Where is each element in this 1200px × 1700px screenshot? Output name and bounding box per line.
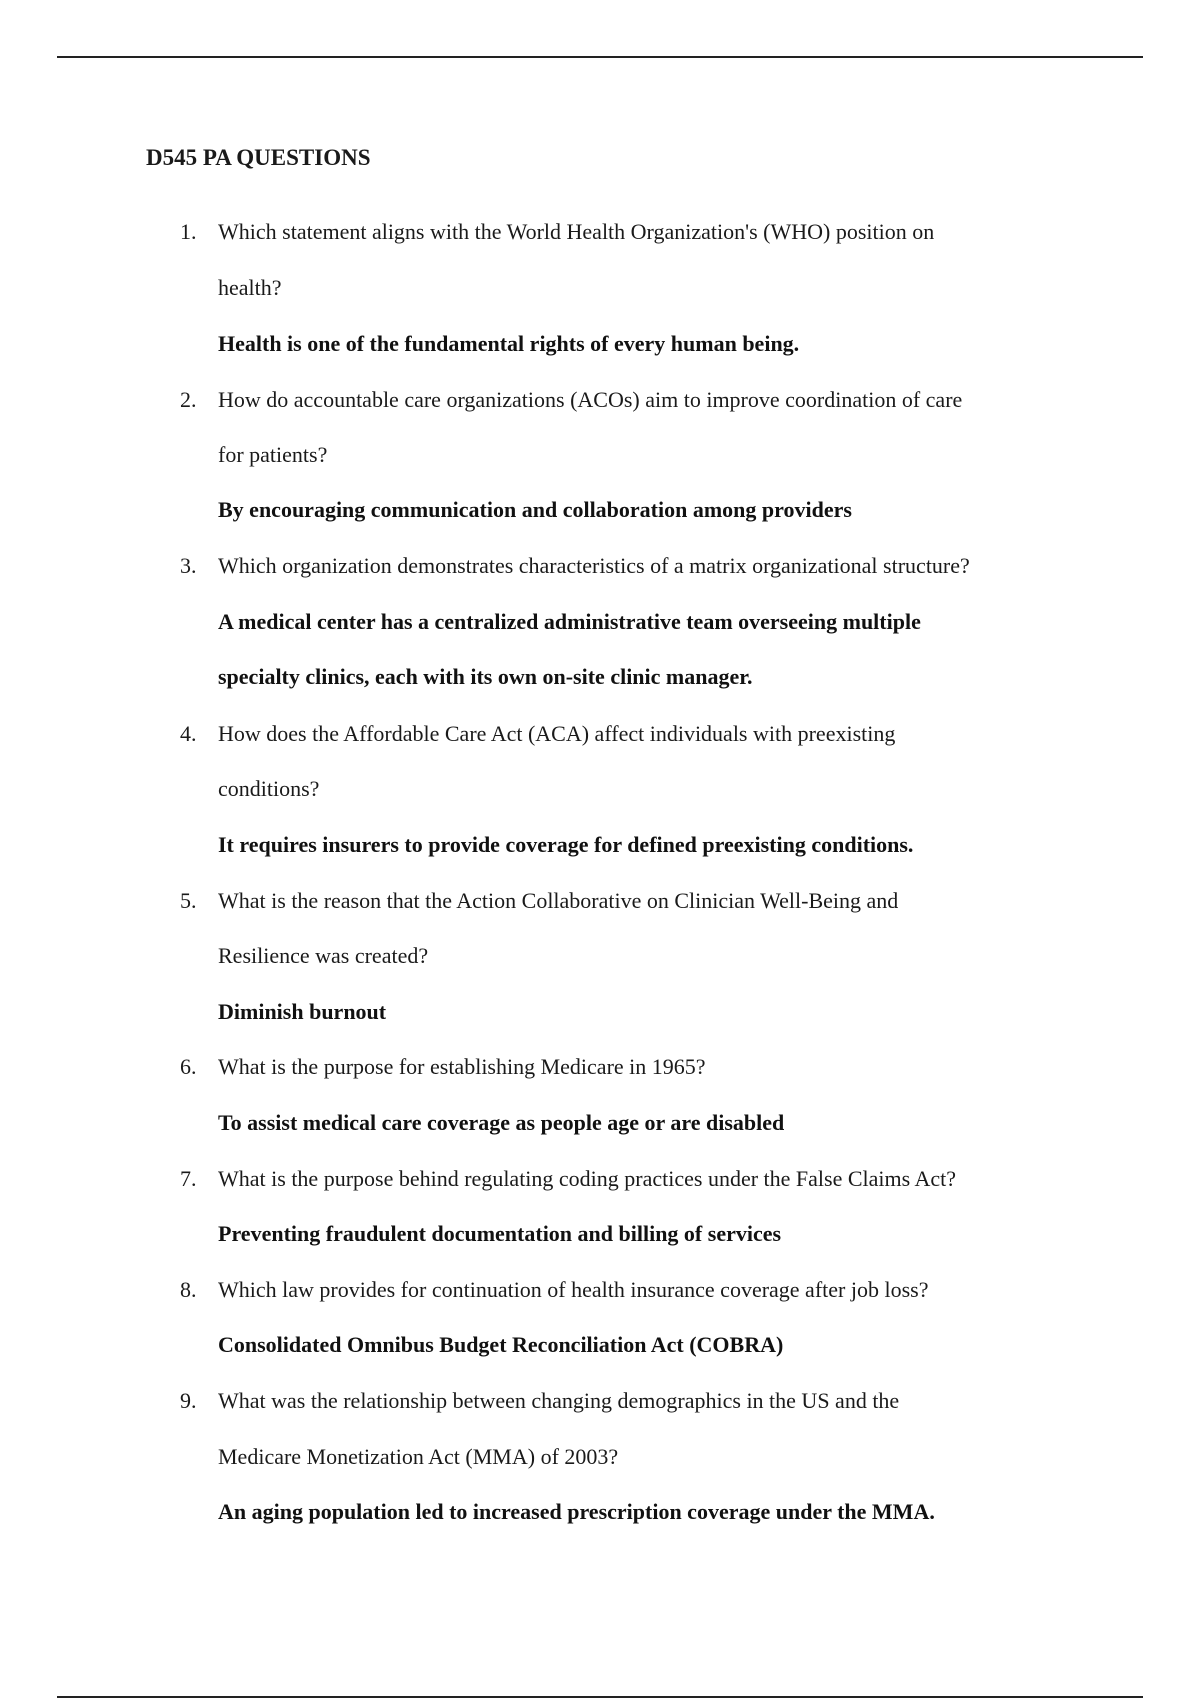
question-text: Which organization demonstrates characteristics of a matrix organizational structure?	[218, 553, 970, 578]
question-number: 2.	[180, 387, 197, 412]
answer-text: Consolidated Omnibus Budget Reconciliation Act (COBRA)	[218, 1332, 784, 1357]
answer-text: It requires insurers to provide coverage for defined preexisting conditions.	[218, 832, 914, 857]
question-text: What is the purpose behind regulating coding practices under the False Claims Act?	[218, 1166, 957, 1191]
answer-text: An aging population led to increased prescription coverage under the MMA.	[218, 1499, 935, 1524]
question-number: 3.	[180, 553, 197, 578]
answer-text: By encouraging communication and collaboration among providers	[218, 497, 852, 522]
question-number: 7.	[180, 1166, 197, 1191]
question-number: 1.	[180, 219, 197, 244]
footer-rule	[57, 1696, 1143, 1698]
question-number: 8.	[180, 1277, 197, 1302]
answer-text: Preventing fraudulent documentation and billing of services	[218, 1221, 782, 1246]
question-text: conditions?	[218, 776, 320, 801]
question-number: 9.	[180, 1388, 197, 1413]
question-text: What is the purpose for establishing Medicare in 1965?	[218, 1054, 706, 1079]
question-number: 4.	[180, 721, 197, 746]
question-text: How does the Affordable Care Act (ACA) affect individuals with preexisting	[218, 721, 896, 746]
question-text: How do accountable care organizations (ACOs) aim to improve coordination of care	[218, 387, 963, 412]
question-text: Resilience was created?	[218, 943, 429, 968]
question-text: health?	[218, 275, 282, 300]
question-number: 5.	[180, 888, 197, 913]
document-title: D545 PA QUESTIONS	[146, 145, 371, 170]
question-text: Which law provides for continuation of health insurance coverage after job loss?	[218, 1277, 929, 1302]
answer-text: To assist medical care coverage as people age or are disabled	[218, 1110, 785, 1135]
answer-text: A medical center has a centralized administrative team overseeing multiple	[218, 609, 921, 634]
question-text: What is the reason that the Action Collaborative on Clinician Well-Being and	[218, 888, 899, 913]
question-text: What was the relationship between changing demographics in the US and the	[218, 1388, 900, 1413]
answer-text: Health is one of the fundamental rights of every human being.	[218, 331, 800, 356]
answer-text: Diminish burnout	[218, 999, 387, 1024]
question-text: for patients?	[218, 442, 328, 467]
question-number: 6.	[180, 1054, 197, 1079]
answer-text: specialty clinics, each with its own on-site clinic manager.	[218, 664, 753, 689]
question-text: Medicare Monetization Act (MMA) of 2003?	[218, 1444, 619, 1469]
question-text: Which statement aligns with the World Health Organization's (WHO) position on	[218, 219, 935, 244]
